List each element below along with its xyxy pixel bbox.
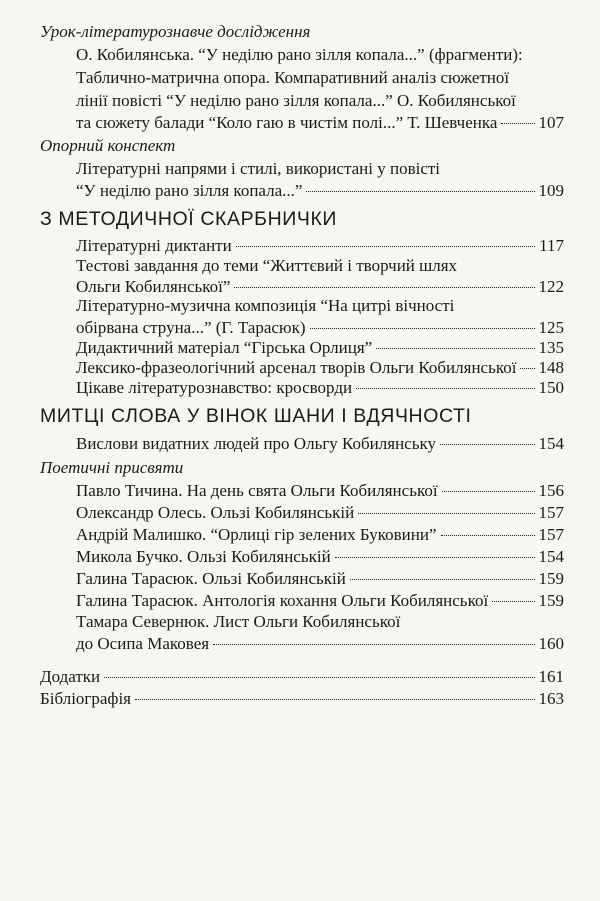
dot-leader [440,444,535,445]
toc-entry-composition[interactable] [76,318,564,338]
toc-entry-didactic[interactable] [76,338,564,358]
entry-title: до Осипа Маковея [76,634,210,653]
dot-leader [520,368,534,369]
toc-entry-summary[interactable] [76,181,564,201]
toc-entry-lexicon[interactable] [76,358,564,378]
poetic-heading: Поетичні присвяти [40,458,184,477]
composition-entry-line-1: Літературно-музична композиція “На цитрі вічності [76,296,455,315]
entry-title: Дидактичний матеріал “Гірська Орлиця” [76,338,373,357]
page-number: 160 [538,634,564,653]
dot-leader [376,348,534,349]
page-number: 125 [538,318,564,337]
section-heading-masters: МИТЦІ СЛОВА У ВІНОК ШАНИ І ВДЯЧНОСТІ [40,405,472,427]
dot-leader [358,513,534,514]
dot-leader [306,191,534,192]
severniuk-entry-line-1: Тамара Севернюк. Лист Ольги Кобилянської [76,612,401,631]
page-number: 157 [538,503,564,522]
entry-title: Ольги Кобилянської” [76,277,231,296]
toc-entry-tests[interactable] [76,277,564,297]
page-number: 156 [538,481,564,500]
toc-entry-quotes[interactable] [76,434,564,454]
entry-title: Бібліографія [40,689,131,708]
toc-entry-poem-tarasiuk-2[interactable] [76,591,564,611]
dot-leader [350,579,535,580]
dot-leader [356,388,534,389]
entry-title: Олександр Олесь. Ользі Кобилянській [76,503,355,522]
dot-leader [213,644,534,645]
entry-title: та сюжету балади “Коло гаю в чистім полі...” Т. Шевченка [76,113,498,132]
toc-entry-appendix[interactable] [40,667,564,687]
entry-title: Галина Тарасюк. Антологія кохання Ольги Кобилянської [76,591,489,610]
tests-entry-line-1: Тестові завдання до теми “Життєвий і творчий шлях [76,256,458,275]
page-number: 122 [538,277,564,296]
dot-leader [501,123,534,124]
page-number: 154 [538,434,564,453]
toc-entry-dictations[interactable] [76,236,564,256]
page-number: 107 [538,113,564,132]
dot-leader [234,287,534,288]
entry-title: Лексико-фразеологічний арсенал творів Ольги Кобилянської [76,358,517,377]
dot-leader [104,677,534,678]
entry-title: “У неділю рано зілля копала...” [76,181,303,200]
entry-title: обірвана струна...” (Г. Тарасюк) [76,318,306,337]
entry-title: Літературні диктанти [76,236,232,255]
dot-leader [236,246,535,247]
toc-entry-poem-buchko[interactable] [76,547,564,567]
page-number: 154 [538,547,564,566]
summary-entry-line-1: Літературні напрями і стилі, використані у повісті [76,159,441,178]
page-number: 157 [538,525,564,544]
toc-entry-study[interactable] [76,113,564,133]
study-heading: Урок-літературознавче дослідження [40,22,311,41]
toc-entry-bibliography[interactable] [40,689,564,709]
entry-title: Павло Тичина. На день свята Ольги Кобилянської [76,481,438,500]
page-number: 117 [539,236,564,255]
toc-entry-poem-oles[interactable] [76,503,564,523]
page-number: 109 [538,181,564,200]
entry-title: Андрій Малишко. “Орлиці гір зелених Буковини” [76,525,437,544]
entry-title: Додатки [40,667,101,686]
dot-leader [335,557,535,558]
toc-entry-poem-malyshko[interactable] [76,525,564,545]
toc-entry-poem-tarasiuk-1[interactable] [76,569,564,589]
toc-entry-crosswords[interactable] [76,378,564,398]
page-number: 161 [538,667,564,686]
summary-heading: Опорний конспект [40,136,176,155]
entry-title: Цікаве літературознавство: кросворди [76,378,353,397]
entry-title: Галина Тарасюк. Ользі Кобилянській [76,569,346,588]
dot-leader [310,328,535,329]
study-entry-line-3: лінії повісті “У неділю рано зілля копала...” О. Кобилянської [76,91,516,110]
dot-leader [441,535,535,536]
entry-title: Вислови видатних людей про Ольгу Кобилянську [76,434,436,453]
page-number: 159 [538,569,564,588]
page-number: 148 [538,358,564,377]
page-number: 135 [538,338,564,357]
toc-entry-poem-severniuk[interactable] [76,634,564,654]
page-number: 150 [538,378,564,397]
study-entry-line-1: О. Кобилянська. “У неділю рано зілля копала...” (фрагменти): [76,45,523,64]
page-number: 159 [538,591,564,610]
entry-title: Микола Бучко. Ользі Кобилянській [76,547,331,566]
page-number: 163 [538,689,564,708]
dot-leader [442,491,535,492]
dot-leader [135,699,535,700]
section-heading-methodic: З МЕТОДИЧНОЇ СКАРБНИЧКИ [40,208,338,230]
dot-leader [492,601,534,602]
study-entry-line-2: Таблично-матрична опора. Компаративний аналіз сюжетної [76,68,510,87]
toc-entry-poem-tychyna[interactable] [76,481,564,501]
